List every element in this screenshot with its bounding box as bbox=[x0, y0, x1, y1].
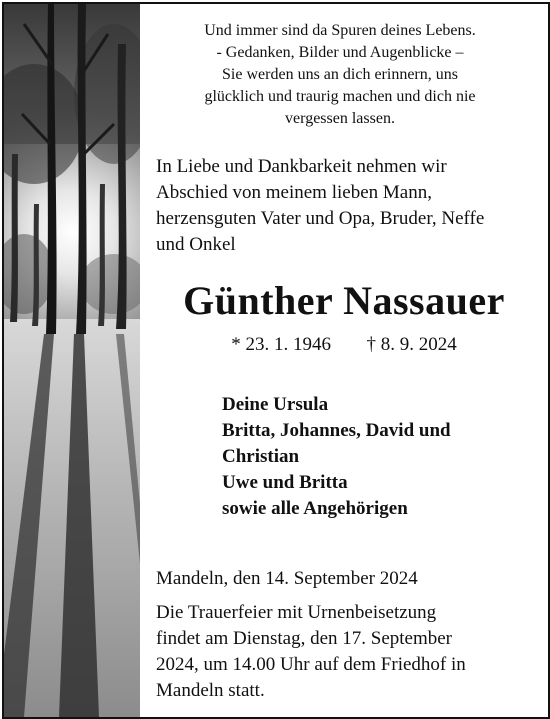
deceased-name: Günther Nassauer bbox=[183, 278, 505, 323]
service-line: Mandeln statt. bbox=[156, 680, 265, 701]
mourner-line: Uwe und Britta bbox=[222, 472, 348, 493]
mourner-line: Christian bbox=[222, 446, 300, 467]
intro-line: Abschied von meinem lieben Mann, bbox=[156, 182, 432, 203]
intro-line: In Liebe und Dankbarkeit nehmen wir bbox=[156, 156, 447, 177]
poem-line: Und immer sind da Spuren deines Lebens. bbox=[204, 22, 476, 39]
obituary-notice bbox=[2, 2, 550, 719]
mourner-line: sowie alle Angehörigen bbox=[222, 498, 408, 519]
service-line: findet am Dienstag, den 17. September bbox=[156, 628, 453, 649]
poem-line: vergessen lassen. bbox=[285, 110, 395, 127]
place-and-date: Mandeln, den 14. September 2024 bbox=[156, 568, 418, 589]
mourner-line: Britta, Johannes, David und bbox=[222, 420, 451, 441]
intro-line: herzensguten Vater und Opa, Bruder, Neffe bbox=[156, 208, 485, 229]
mourners-list bbox=[222, 392, 532, 522]
birth-date: * 23. 1. 1946 bbox=[231, 334, 331, 355]
life-dates bbox=[140, 332, 548, 358]
poem-line: Sie werden uns an dich erinnern, uns bbox=[222, 66, 458, 83]
mourner-line: Deine Ursula bbox=[222, 394, 329, 415]
memorial-poem bbox=[154, 20, 526, 130]
funeral-service-info bbox=[156, 600, 536, 704]
poem-line: - Gedanken, Bilder und Augenblicke – bbox=[216, 44, 464, 61]
death-date: † 8. 9. 2024 bbox=[366, 334, 457, 355]
notice-text-column bbox=[140, 4, 548, 717]
service-line: Die Trauerfeier mit Urnenbeisetzung bbox=[156, 602, 437, 623]
service-line: 2024, um 14.00 Uhr auf dem Friedhof in bbox=[156, 654, 466, 675]
intro-line: und Onkel bbox=[156, 234, 236, 255]
farewell-intro bbox=[156, 154, 536, 258]
poem-line: glücklich und traurig machen und dich nie bbox=[204, 88, 476, 105]
tree-park-illustration bbox=[4, 4, 140, 717]
tree-park-photo bbox=[4, 4, 140, 717]
